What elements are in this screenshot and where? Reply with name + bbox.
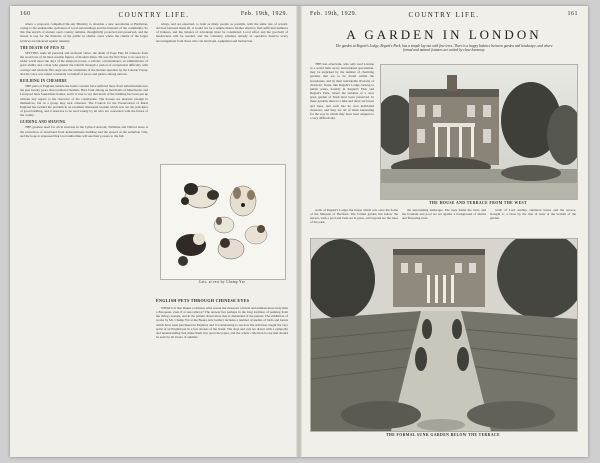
sunk-garden-photo	[310, 238, 578, 432]
pets-illustration	[160, 164, 286, 280]
left-column-2-bottom	[156, 306, 288, 454]
magazine-spread	[10, 6, 588, 457]
column-text: wings, and are expected, to train as many people as possible, with the same rate of reward. Arrived between them all, it would not be a simple matter further afield to find sufficient numbers of trainees, and the balance of advantage must be considered. Local effort and the goodwill of landowners will be needed, and the voluntary schemes already in operation deserve every encouragement from those who can lend land, equipment and instruction.	[156, 22, 288, 43]
section-heading: GUIDING AND SHAVING	[20, 120, 66, 125]
photo-caption: Cats, at rest by Champ Yre	[198, 280, 246, 284]
article-heading: ENGLISH PETS THROUGH CHINESE EYES	[156, 298, 250, 303]
right-page-header	[310, 11, 578, 21]
magazine-title: COUNTRY LIFE.	[408, 11, 480, 19]
article-title: A GARDEN IN LONDON	[346, 27, 542, 42]
section-heading: BUILDING IN CHESHIRE	[20, 78, 67, 83]
column-text: WHAT is it that makes a Chinese artist reveal the character of birds and animals more truly than a European, even if at one remove? The answer lies perhaps in the long tradition of painting from the living creature, and in the patient observation that is demanded of the painter. The exhibition of works by Mr. Champ Yre at the Beaux Arts Gallery includes a number of studies of birds and beasts which have been purchased in England, and it is interesting to see how the artist has caught the very spirit of an English pet in a few strokes of the brush. The dogs and cats are drawn with a sympathy and understanding that make them live upon the paper, and the whole collection is one that should be seen by all lovers of animals.	[156, 306, 288, 340]
section-heading: THE DEATH OF PIUS XI	[20, 45, 65, 50]
right-page	[300, 6, 588, 457]
house-photo-image	[381, 65, 577, 199]
article-subtitle: The garden at Regent's Lodge, Regent's Park, has a simple lay-out with fine trees. There is a happy balance between garden and landscape, and where formal and natural features are united by close harmony.	[335, 44, 553, 53]
photo-caption: THE HOUSE AND TERRACE FROM THE WEST	[429, 201, 527, 205]
issue-date: Feb. 19th, 1929.	[310, 11, 358, 17]
page-number: 161	[567, 11, 578, 17]
chinese-pets-painting	[161, 165, 285, 279]
article-column	[402, 208, 486, 234]
column-text: THE less observant, who only read London as a world built up by unrestrained speculation, may be surprised by the number of charming gardens that are to be found within the boundaries, and by their remarkable diversity of character. Some, like Regent's Lodge, belong to public parks, notably in Regent's Park and Regent's Park, where the remains of a once great garden of Nash have been preserved. In these gardens there is a lake and there are lawns and trees, and each has its own individual character, and they are all of them interesting for the way in which they have been adapted to a very difficult site.	[310, 62, 374, 121]
article-column	[310, 208, 398, 234]
garden-photo-image	[311, 239, 577, 431]
magazine-title: COUNTRY LIFE.	[118, 11, 190, 19]
page-number: 160	[20, 11, 31, 17]
column-text: the surrounding landscape. The trees frame the view, and the fountain and pool are set against a background of shrubs and flowering trees.	[402, 208, 486, 221]
column-text: SETTING aside all personal and sectional views, the death of Pope Pius XI removes from the world one of its most notable figures of modern times. He was the first Pope to be seen by a wider world since the days of the temporal power, a scholar, a mountaineer, an administrator of great ability and a man who guided the Church through a period of exceptional difficulty with courage and wisdom. His reign saw the settlement of the Roman question by the Lateran Treaty, and his voice was raised constantly on behalf of peace and justice among nations.	[20, 50, 148, 76]
left-column-1	[20, 22, 148, 454]
left-column-2-top	[156, 22, 288, 60]
left-page	[10, 6, 298, 457]
column-text: THE greatest need for all in increase in the Lyme-Cotswold, Wiltshire and Oxford areas is the protection of downland from indiscriminate building and the spread of the suburban villa, and the hope is expressed that local authorities will use their powers to the full.	[20, 125, 148, 138]
column-text: where a proposal, compelled the Air Ministry to abandon a new aerodrome at Harmston, owing to the undesirable spoliation of local surroundings and the interests of the community. So this fine stretch of ancient open country remains, thoughtfully protected and preserved, and the lesson is one for the interests of the public in similar cases where the claims of the larger services are balanced against amenity.	[20, 22, 148, 43]
photo-caption: THE FORMAL SUNK GARDEN BELOW THE TERRACE	[385, 433, 501, 437]
house-terrace-photo	[380, 64, 578, 200]
column-text: walls of Lord Audley, sheltered lawns and the terrace, brought to a close by the line of trees at the bottom of the garden.	[490, 208, 576, 221]
column-text: walls of Regent's Lodge, the house which was once the home of the Marquis of Hertford. The formal garden lies below the terrace, with a pool and beds set in grass, and beyond are the trees of the park.	[310, 208, 398, 225]
article-column	[310, 62, 374, 190]
article-column	[490, 208, 576, 234]
column-text: THE parts of England outside the home counties have suffered more from suburbanisation in the past twenty years than northern Cheshire. Here farm among us merchants of Manchester and Liverpool have found their homes, and it is true to say that much of the building has been put up without any regard to the character of the countryside. The houses are pleasant enough in themselves, but as a group they lack cohesion. The Council for the Preservation of Rural England has tackled the problem in an excellent illustrated booklet which sets out the principles of good building, and it deserves to be read widely by all who are concerned with the future of the county.	[20, 84, 148, 118]
issue-date: Feb. 19th, 1929.	[240, 11, 288, 17]
left-page-header	[20, 11, 288, 21]
